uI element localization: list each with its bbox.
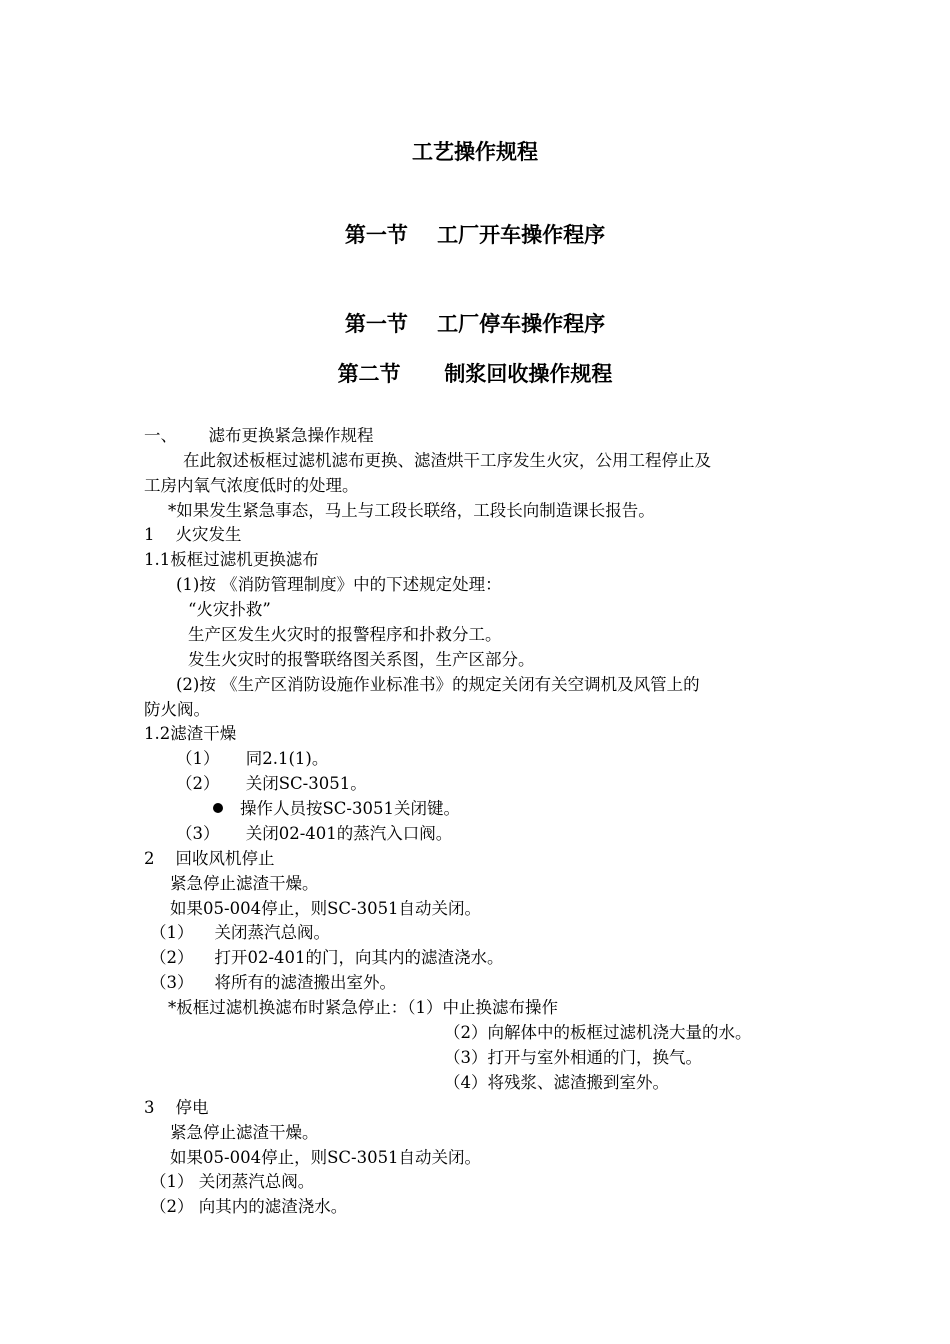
text-line: 在此叙述板框过滤机滤布更换、滤渣烘干工序发生火灾，公用工程停止及 bbox=[183, 451, 711, 470]
text-line: （2） 向其内的滤渣浇水。 bbox=[150, 1197, 348, 1216]
text-line: (2)按 《生产区消防设施作业标准书》的规定关闭有关空调机及风管上的 bbox=[176, 675, 700, 694]
text-line: （1） 关闭蒸汽总阀。 bbox=[150, 1172, 315, 1191]
text-line: （2） 关闭SC-3051。 bbox=[176, 774, 367, 793]
text-line: 如果05-004停止，则SC-3051自动关闭。 bbox=[170, 899, 482, 918]
text-line: 紧急停止滤渣干燥。 bbox=[170, 1123, 319, 1142]
text-line: （3） 关闭02-401的蒸汽入口阀。 bbox=[176, 824, 453, 843]
text-line: (1)按 《消防管理制度》中的下述规定处理： bbox=[176, 575, 502, 594]
text-line: （1） 关闭蒸汽总阀。 bbox=[150, 923, 330, 942]
text-line: 1 火灾发生 bbox=[144, 525, 242, 544]
text-line: “火灾扑救” bbox=[188, 600, 271, 619]
text-line: （3）打开与室外相通的门，换气。 bbox=[444, 1048, 702, 1067]
text-line: 如果05-004停止，则SC-3051自动关闭。 bbox=[170, 1148, 482, 1167]
section-heading-pulping: 第二节 制浆回收操作规程 bbox=[337, 362, 613, 386]
text-line: 1.1板框过滤机更换滤布 bbox=[144, 550, 319, 569]
text-line: 工房内氧气浓度低时的处理。 bbox=[144, 476, 359, 495]
text-line: 操作人员按SC-3051关闭键。 bbox=[240, 799, 460, 818]
bullet-icon bbox=[213, 803, 223, 813]
section-heading-shutdown: 第一节 工厂停车操作程序 bbox=[344, 312, 606, 336]
text-line: 防火阀。 bbox=[144, 700, 210, 719]
text-line: 生产区发生火灾时的报警程序和扑救分工。 bbox=[188, 625, 502, 644]
text-line: 紧急停止滤渣干燥。 bbox=[170, 874, 319, 893]
text-line: （3） 将所有的滤渣搬出室外。 bbox=[150, 973, 396, 992]
text-line: （4）将残浆、滤渣搬到室外。 bbox=[444, 1073, 669, 1092]
document-title: 工艺操作规程 bbox=[412, 140, 538, 164]
text-line: （1） 同2.1(1)。 bbox=[176, 749, 329, 768]
text-line: *如果发生紧急事态，马上与工段长联络，工段长向制造课长报告。 bbox=[168, 501, 655, 520]
text-line: 1.2滤渣干燥 bbox=[144, 724, 237, 743]
text-line: 发生火灾时的报警联络图关系图，生产区部分。 bbox=[188, 650, 535, 669]
text-line: *板框过滤机换滤布时紧急停止：（1）中止换滤布操作 bbox=[168, 998, 558, 1017]
text-line: 一、 滤布更换紧急操作规程 bbox=[144, 426, 374, 445]
text-line: （2）向解体中的板框过滤机浇大量的水。 bbox=[444, 1023, 752, 1042]
text-line: 2 回收风机停止 bbox=[144, 849, 275, 868]
text-line: 3 停电 bbox=[144, 1098, 209, 1117]
text-line: （2） 打开02-401的门，向其内的滤渣浇水。 bbox=[150, 948, 504, 967]
section-heading-startup: 第一节 工厂开车操作程序 bbox=[344, 223, 606, 247]
